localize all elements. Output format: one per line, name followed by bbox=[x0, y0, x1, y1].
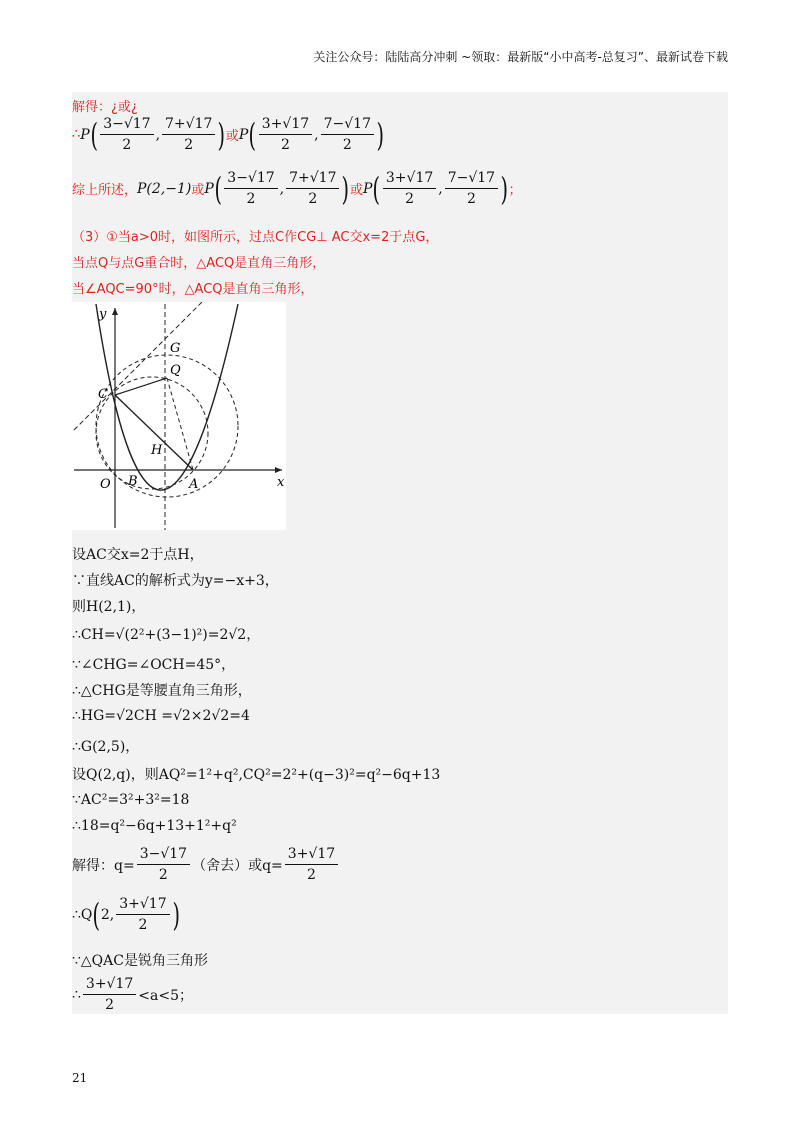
label-b: B bbox=[128, 474, 138, 489]
label-q: Q bbox=[170, 363, 181, 378]
line-equation: ∴18=q²−6q+13+1²+q² bbox=[72, 818, 237, 834]
line-isosceles: ∴△CHG是等腰直角三角形， bbox=[72, 683, 252, 699]
line-g-coord: ∴G(2,5)， bbox=[72, 739, 140, 755]
fraction: $\frac{3+√17}{2}$ bbox=[383, 170, 436, 207]
line-q-equals-g: 当点Q与点G重合时，△ACQ是直角三角形， bbox=[72, 256, 326, 271]
function-graph bbox=[72, 302, 286, 530]
line-angles: ∵∠CHG=∠OCH=45°， bbox=[72, 657, 236, 673]
line-ac-sq: ∵AC²=3²+3²=18 bbox=[72, 792, 190, 808]
fraction: $\frac{3+√17}{2}$ bbox=[285, 846, 338, 883]
line-part3: （3）①当a>0时，如图所示，过点C作CG⊥ AC交x=2于点G， bbox=[72, 230, 439, 245]
label-a: A bbox=[189, 477, 199, 492]
page-header: 关注公众号：陆陆高分冲刺 ~领取：最新版“小中高考-总复习”、最新试卷下载 bbox=[313, 50, 728, 64]
label-x: x bbox=[277, 475, 285, 490]
line-solve-q: 解得：q= $\frac{3-√17}{2}$ （舍去）或q= $\frac{3+√17}{2}$ bbox=[72, 846, 340, 883]
line-aq-cq: 设Q(2,q)，则AQ²=1²+q²,CQ²=2²+(q−3)²=q²−6q+13 bbox=[72, 767, 441, 783]
line-hg: ∴HG=√2CH =√2×2√2=4 bbox=[72, 708, 250, 724]
line-ac-eq: ∵直线AC的解析式为y=−x+3， bbox=[72, 573, 279, 589]
fraction: $\frac{7+√17}{2}$ bbox=[286, 170, 339, 207]
label-o: O bbox=[100, 477, 111, 492]
line-ch: ∴CH=√(2²+(3−1)²)=2√2， bbox=[72, 627, 261, 643]
fraction: $\frac{3+√17}{2}$ bbox=[259, 116, 312, 153]
line-h-def: 设AC交x=2于点H， bbox=[72, 547, 204, 563]
fraction: $\frac{3-√17}{2}$ bbox=[224, 170, 277, 207]
label-y: y bbox=[99, 307, 107, 322]
fraction: $\frac{3+√17}{2}$ bbox=[83, 976, 136, 1013]
line-h-coord: 则H(2,1)， bbox=[72, 599, 146, 615]
line-p-solutions: ∴ P ( $\frac{3-√17}{2}$ , $\frac{7+√17}{2}$ ) 或 P ( $\frac{3+√17}{2}$ , $\frac{7-√17}{2}$ ) bbox=[72, 115, 384, 154]
fraction: $\frac{7-√17}{2}$ bbox=[445, 170, 498, 207]
line-summary: 综上所述， P(2,−1) 或 P ( $\frac{3-√17}{2}$ , $\frac{7+√17}{2}$ ) 或 P ( $\frac{3+√17}{2}$ , $\frac{7-√17}{2}$ ) ； bbox=[72, 169, 522, 208]
label-g: G bbox=[170, 341, 181, 356]
line-solve-1: 解得：¿或¿ bbox=[72, 100, 138, 115]
label-c: C bbox=[98, 387, 108, 402]
fraction: $\frac{3-√17}{2}$ bbox=[137, 846, 190, 883]
page-number: 21 bbox=[72, 1071, 88, 1085]
fraction: $\frac{3-√17}{2}$ bbox=[100, 116, 153, 153]
fraction: $\frac{3+√17}{2}$ bbox=[116, 896, 169, 933]
fraction: $\frac{7+√17}{2}$ bbox=[162, 116, 215, 153]
line-acute: ∵△QAC是锐角三角形 bbox=[72, 953, 208, 969]
line-q-coord: ∴Q ( 2, $\frac{3+√17}{2}$ ) bbox=[72, 895, 180, 934]
line-angle-aqc: 当∠AQC=90°时，△ACQ是直角三角形， bbox=[72, 282, 314, 297]
solution-sheet bbox=[72, 92, 728, 1014]
fraction: $\frac{7-√17}{2}$ bbox=[321, 116, 374, 153]
line-a-range: ∴ $\frac{3+√17}{2}$ <a<5； bbox=[72, 976, 194, 1013]
label-h: H bbox=[151, 443, 163, 458]
